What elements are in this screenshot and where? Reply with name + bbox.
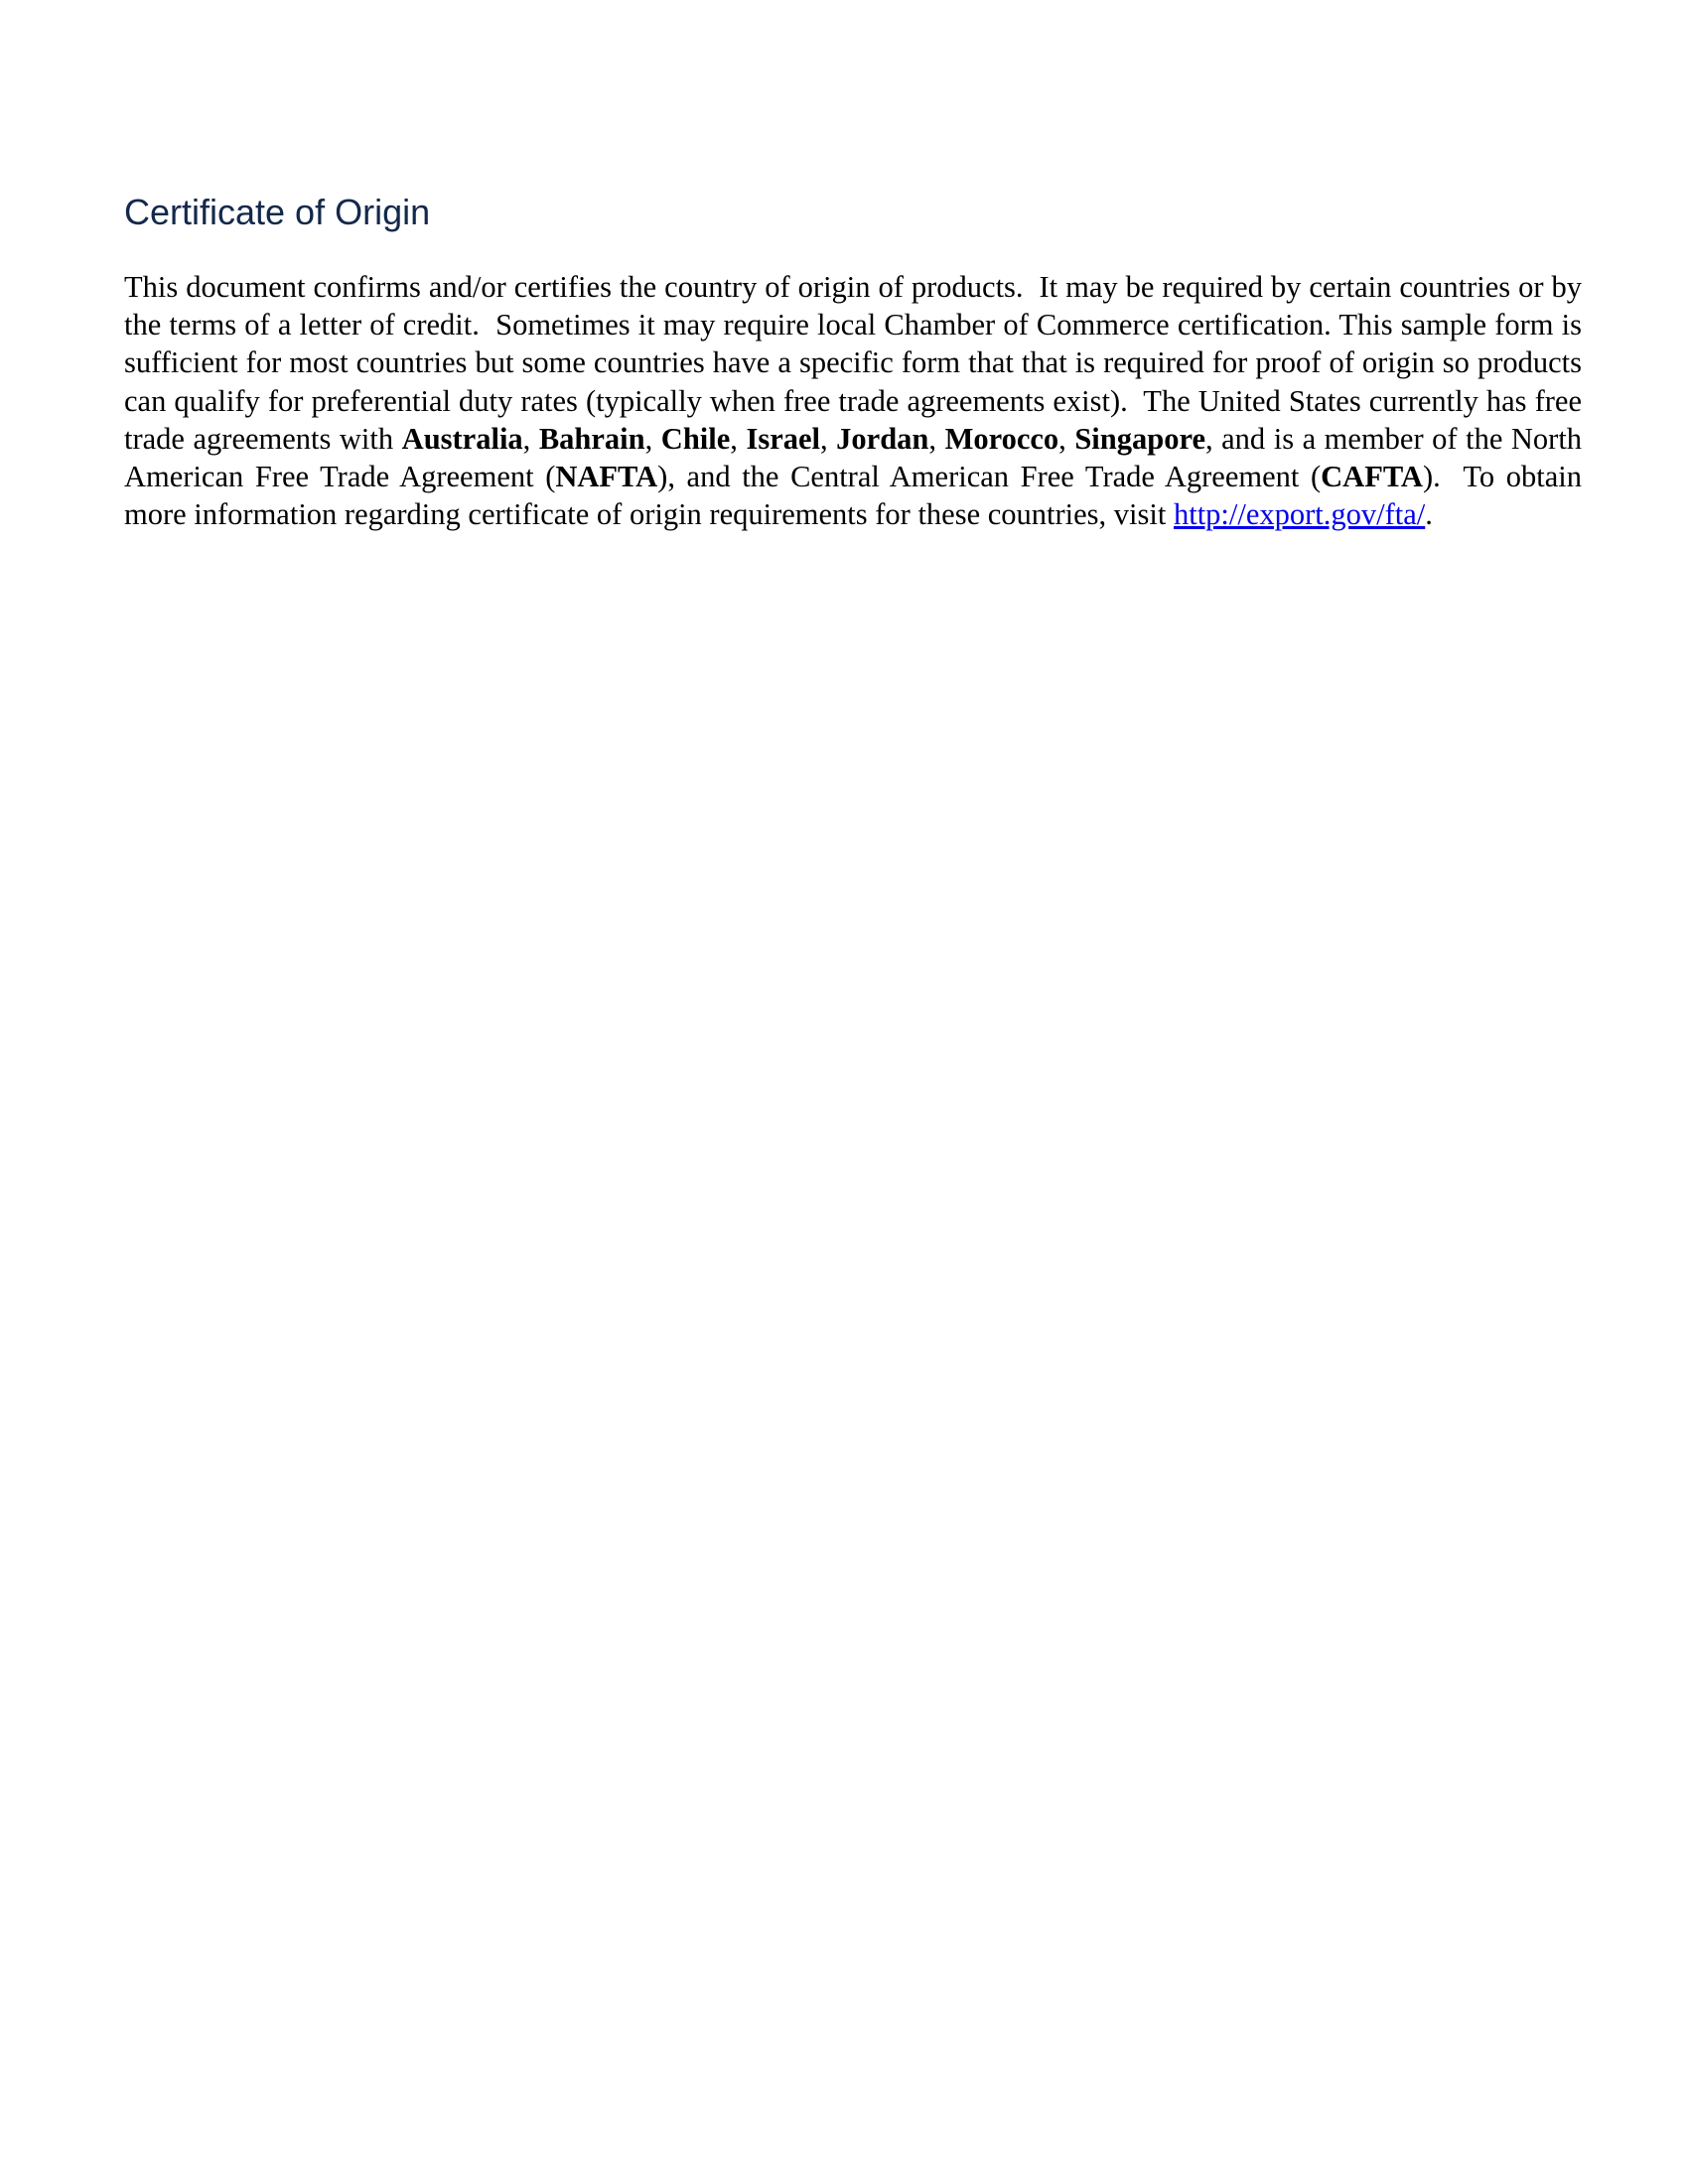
agreement-nafta: NAFTA: [555, 460, 658, 494]
country-singapore: Singapore: [1074, 421, 1205, 456]
separator: ,: [730, 421, 747, 456]
country-bahrain: Bahrain: [538, 421, 645, 456]
body-text-closing: ). To obtain more information regarding certificate of origin requirements for these countries, visit: [124, 460, 1590, 532]
country-morocco: Morocco: [944, 421, 1059, 456]
page-title: Certificate of Origin: [124, 192, 431, 232]
body-text-end: .: [1425, 497, 1433, 532]
country-chile: Chile: [660, 421, 731, 456]
country-israel: Israel: [746, 421, 820, 456]
agreement-cafta: CAFTA: [1321, 460, 1423, 494]
export-gov-fta-link[interactable]: http://export.gov/fta/: [1173, 497, 1426, 532]
separator: ,: [522, 421, 539, 456]
country-jordan: Jordan: [836, 421, 929, 456]
separator: ,: [928, 421, 945, 456]
body-text-cafta-intro: ), and the Central American Free Trade Agreement (: [657, 460, 1322, 494]
body-text-nafta-intro: , and is a member of the North American Free Trade Agreement (: [124, 421, 1589, 494]
country-australia: Australia: [401, 421, 523, 456]
separator: ,: [1058, 421, 1075, 456]
separator: ,: [644, 421, 661, 456]
body-paragraph: [124, 268, 1590, 533]
body-text-intro: This document confirms and/or certifies the country of origin of products. It may be required by certain countries or by the terms of a letter of credit. Sometimes it may require local Chamber of Commerce certification. This sample form is sufficient for most countries but some countries have a specific form that that is required for proof of origin so products can qualify for preferential duty rates (typically when free trade agreements exist). The United States currently has free trade agreements with: [124, 270, 1590, 456]
separator: ,: [820, 421, 837, 456]
